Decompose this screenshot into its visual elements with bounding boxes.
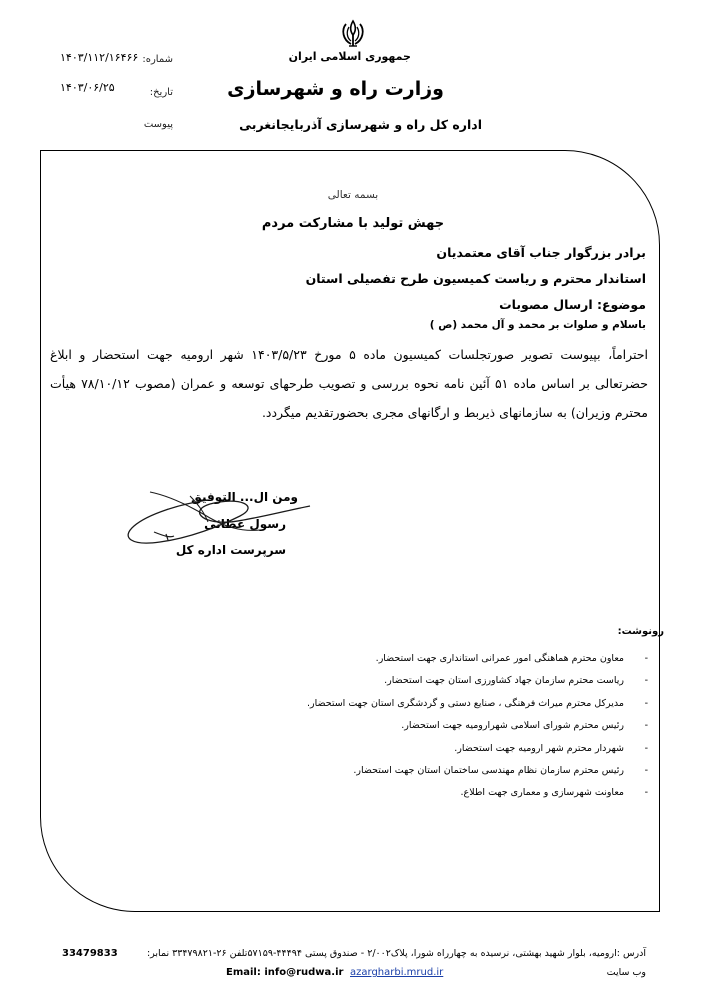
cc-item-text: رئیس محترم سازمان نظام مهندسی ساختمان استان جهت استحضار. [353,765,624,777]
date-label: تاریخ: [149,87,173,98]
cc-item [248,715,648,737]
cc-item [248,738,648,760]
cc-item-text: ریاست محترم سازمان جهاد کشاورزی استان جهت استحضار. [384,675,624,687]
cc-dash: - [644,653,648,664]
signer-title: سرپرست اداره کل [175,543,286,557]
closing-line: ومن ال... التوفیق [191,490,298,504]
cc-item [248,760,648,782]
footer-email[interactable]: Email: info@rudwa.ir [226,967,344,978]
office-title: اداره کل راه و شهرسازی آذربایجانغربی [239,117,482,132]
greeting-line: باسلام و صلوات بر محمد و آل محمد (ص ) [429,319,646,331]
cc-item-text: رئیس محترم شورای اسلامی شهرارومیه جهت استحضار. [401,720,624,732]
cc-dash: - [644,787,648,799]
footer-website-label: وب سایت [606,967,646,978]
cc-dash: - [644,742,648,754]
iran-emblem-icon [337,18,369,50]
website-link[interactable]: azargharbi.mrud.ir [350,967,444,978]
motto: جهش تولید با مشارکت مردم [261,216,445,231]
cc-dash: - [644,765,648,777]
cc-dash: - [644,675,648,687]
cc-dash: - [644,720,648,732]
cc-item [248,693,648,715]
subject-line: موضوع: ارسال مصوبات [499,297,646,312]
cc-item [248,670,648,692]
cc-item-text: معاون محترم هماهنگی امور عمرانی استانداری جهت استحضار. [375,653,624,664]
recipient-line-2: استاندار محترم و ریاست کمیسیون طرح تفصیلی استان [305,271,646,286]
letter-date: ۱۴۰۳/۰۶/۲۵ [60,81,115,94]
handwritten-signature [90,482,330,572]
cc-item [248,648,648,670]
attachment-label: پیوست [143,119,173,130]
republic-title: جمهوری اسلامی ایران [288,50,411,63]
letter-body: احتراماً، بپیوست تصویر صورتجلسات کمیسیون ماده ۵ مورخ ۱۴۰۳/۵/۲۳ شهر ارومیه جهت استحضار و ابلاغ حضرتعالی بر اساس ماده ۵۱ آئین نامه نحوه بررسی و تصویب طرحهای توسعه و عمران (مصوب ۷۸/۱۰/۱۲ هیأت محترم وزیران) به سازمانهای ذیربط و ارگانهای مجری بحضورتقدیم میگردد. [50,347,648,420]
cc-title: رونوشت: [617,626,664,637]
signer-name: رسول عطائی [204,517,286,531]
number-label: شماره: [142,54,173,65]
cc-item-text: مدیرکل محترم میراث فرهنگی ، صنایع دستی و گردشگری استان جهت استحضار. [306,697,624,709]
footer-fax: 33479833 [62,948,118,959]
cc-item [248,782,648,804]
cc-item-text: معاونت شهرسازی و معماری جهت اطلاع. [460,787,624,799]
ministry-title: وزارت راه و شهرسازی [227,78,444,100]
cc-dash: - [644,697,648,709]
cc-list [248,648,648,805]
cc-item-text: شهردار محترم شهر ارومیه جهت استحضار. [454,742,624,754]
bismillah: بسمه تعالی [327,189,379,201]
footer-address: آدرس :ارومیه، بلوار شهید بهشتی، نرسیده به چهارراه شورا، پلاک۲/۰۰۲ - صندوق پستی ۴۴۴۹۴-۵۷۱۵۹تلفن ۲۶-۳۳۴۷۹۸۲۱ نمابر: [146,948,646,959]
recipient-line-1: برادر بزرگوار جناب آقای معتمدیان [436,245,646,260]
letter-number: ۱۴۰۳/۱۱۲/۱۶۴۶۶ [60,51,139,64]
